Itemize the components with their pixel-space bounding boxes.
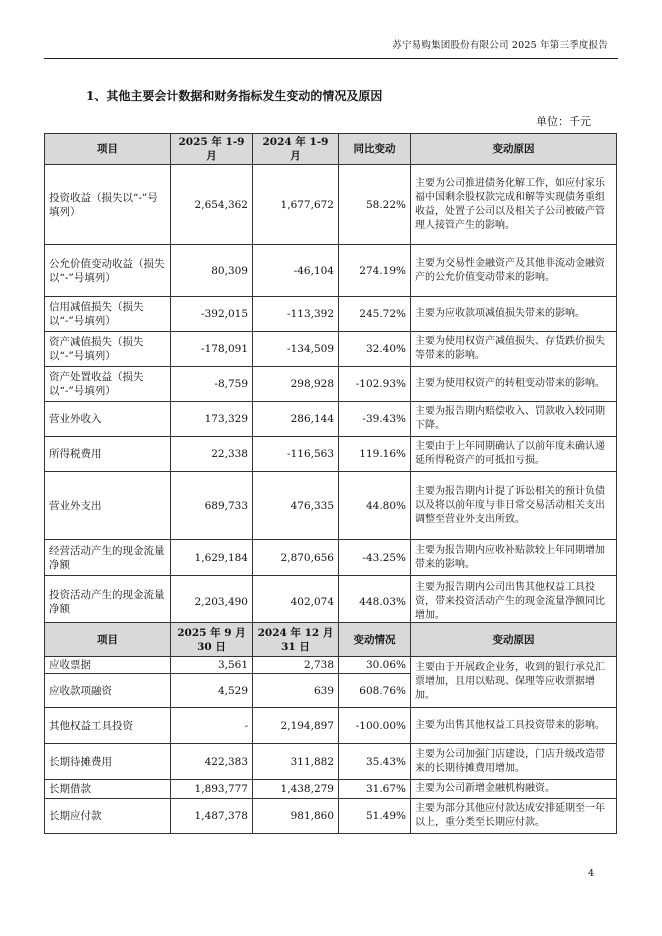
row-previous: 476,335	[253, 472, 339, 540]
row-previous: 2,194,897	[253, 708, 339, 744]
table-row	[45, 540, 617, 576]
table-row	[45, 708, 617, 744]
row-current: 80,309	[171, 245, 253, 297]
row-reason: 主要为报告期内赔偿收入、罚款收入较同期下降。	[411, 402, 617, 437]
row-change: 31.67%	[339, 780, 411, 799]
row-current: -8,759	[171, 367, 253, 402]
row-item: 资产减值损失（损失以“-”号填列）	[45, 332, 171, 367]
row-previous: 298,928	[253, 367, 339, 402]
header-current: 2025 年 9 月 30 日	[171, 623, 253, 657]
row-item: 应收款项融资	[45, 674, 171, 708]
row-previous: 402,074	[253, 576, 339, 628]
table-row	[45, 367, 617, 402]
row-reason: 主要为使用权资产减值损失、存货跌价损失等带来的影响。	[411, 332, 617, 367]
table-row	[45, 402, 617, 437]
row-previous: -134,509	[253, 332, 339, 367]
row-current: -	[171, 708, 253, 744]
row-reason: 主要由于上年同期确认了以前年度未确认递延所得税资产的可抵扣亏损。	[411, 437, 617, 472]
row-change: 58.22%	[339, 165, 411, 245]
table-row	[45, 437, 617, 472]
header-item: 项目	[45, 134, 171, 165]
row-change: 35.43%	[339, 744, 411, 780]
row-current: 1,487,378	[171, 799, 253, 834]
row-current: -392,015	[171, 297, 253, 332]
row-previous: 2,870,656	[253, 540, 339, 576]
row-reason: 主要为报告期内公司出售其他权益工具投资，带来投资活动产生的现金流量净额同比增加。	[411, 576, 617, 628]
table-row	[45, 576, 617, 628]
row-item: 所得税费用	[45, 437, 171, 472]
row-change: 608.76%	[339, 674, 411, 708]
row-current: 173,329	[171, 402, 253, 437]
row-reason: 主要为公司推进债务化解工作，如应付家乐福中国剩余股权款完成和解等实现债务重组收益，处置子公司以及相关子公司被破产管理人接管产生的影响。	[411, 165, 617, 245]
row-reason: 主要由于开展政企业务，收到的银行承兑汇票增加，且用以贴现、保理等应收票据增加。	[411, 657, 617, 708]
row-previous: -46,104	[253, 245, 339, 297]
row-current: 4,529	[171, 674, 253, 708]
yoy-change-table	[44, 133, 617, 628]
row-current: 422,383	[171, 744, 253, 780]
row-previous: 2,738	[253, 657, 339, 674]
row-reason: 主要为交易性金融资产及其他非流动金融资产的公允价值变动带来的影响。	[411, 245, 617, 297]
row-item: 营业外收入	[45, 402, 171, 437]
row-item: 应收票据	[45, 657, 171, 674]
row-change: -39.43%	[339, 402, 411, 437]
table-header-row	[45, 623, 617, 657]
row-item: 资产处置收益（损失以“-”号填列）	[45, 367, 171, 402]
row-current: 689,733	[171, 472, 253, 540]
row-previous: 639	[253, 674, 339, 708]
header-previous: 2024 年 1-9 月	[253, 134, 339, 165]
row-reason: 主要为公司新增金融机构融资。	[411, 780, 617, 799]
row-change: -43.25%	[339, 540, 411, 576]
row-change: 30.06%	[339, 657, 411, 674]
page-number: 4	[587, 868, 594, 879]
row-previous: 311,882	[253, 744, 339, 780]
row-item: 信用减值损失（损失以“-”号填列）	[45, 297, 171, 332]
row-previous: 981,860	[253, 799, 339, 834]
row-reason: 主要为报告期内应收补贴款较上年同期增加带来的影响。	[411, 540, 617, 576]
row-reason: 主要为公司加强门店建设，门店升级改造带来的长期待摊费用增加。	[411, 744, 617, 780]
row-reason: 主要为使用权资产的转租变动带来的影响。	[411, 367, 617, 402]
row-reason: 主要为报告期内计提了诉讼相关的预计负债以及将以前年度与非日常交易活动相关支出调整至营业外支出所致。	[411, 472, 617, 540]
header-change: 变动情况	[339, 623, 411, 657]
row-item: 营业外支出	[45, 472, 171, 540]
row-previous: 286,144	[253, 402, 339, 437]
row-current: 22,338	[171, 437, 253, 472]
row-item: 长期应付款	[45, 799, 171, 834]
row-previous: -113,392	[253, 297, 339, 332]
row-item: 投资收益（损失以“-”号填列）	[45, 165, 171, 245]
header-reason: 变动原因	[411, 623, 617, 657]
table-row	[45, 245, 617, 297]
row-change: 32.40%	[339, 332, 411, 367]
table-row	[45, 780, 617, 799]
row-reason: 主要为出售其他权益工具投资带来的影响。	[411, 708, 617, 744]
header-item: 项目	[45, 623, 171, 657]
table-row	[45, 332, 617, 367]
row-change: 274.19%	[339, 245, 411, 297]
row-change: -100.00%	[339, 708, 411, 744]
row-item: 长期借款	[45, 780, 171, 799]
table-row	[45, 744, 617, 780]
row-current: 1,629,184	[171, 540, 253, 576]
unit-label: 单位：千元	[536, 115, 591, 128]
row-current: -178,091	[171, 332, 253, 367]
table-row	[45, 165, 617, 245]
running-header: 苏宁易购集团股份有限公司 2025 年第三季度报告	[392, 40, 608, 51]
table-row	[45, 297, 617, 332]
row-change: -102.93%	[339, 367, 411, 402]
row-previous: 1,438,279	[253, 780, 339, 799]
header-current: 2025 年 1-9 月	[171, 134, 253, 165]
row-item: 经营活动产生的现金流量净额	[45, 540, 171, 576]
row-previous: -116,563	[253, 437, 339, 472]
table-header-row	[45, 134, 617, 165]
row-change: 245.72%	[339, 297, 411, 332]
balance-change-table	[44, 622, 617, 834]
section-title: 1、其他主要会计数据和财务指标发生变动的情况及原因	[86, 89, 383, 103]
row-reason: 主要为部分其他应付款达成安排延期至一年以上，重分类至长期应付款。	[411, 799, 617, 834]
row-current: 1,893,777	[171, 780, 253, 799]
header-previous: 2024 年 12 月 31 日	[253, 623, 339, 657]
row-current: 3,561	[171, 657, 253, 674]
row-item: 其他权益工具投资	[45, 708, 171, 744]
row-previous: 1,677,672	[253, 165, 339, 245]
row-change: 44.80%	[339, 472, 411, 540]
header-reason: 变动原因	[411, 134, 617, 165]
table-row	[45, 799, 617, 834]
row-current: 2,203,490	[171, 576, 253, 628]
header-rule	[44, 58, 618, 59]
row-item: 长期待摊费用	[45, 744, 171, 780]
row-change: 448.03%	[339, 576, 411, 628]
table-row	[45, 657, 617, 674]
row-item: 投资活动产生的现金流量净额	[45, 576, 171, 628]
row-current: 2,654,362	[171, 165, 253, 245]
table-row	[45, 472, 617, 540]
row-change: 119.16%	[339, 437, 411, 472]
header-change: 同比变动	[339, 134, 411, 165]
row-reason: 主要为应收款项减值损失带来的影响。	[411, 297, 617, 332]
row-change: 51.49%	[339, 799, 411, 834]
row-item: 公允价值变动收益（损失以“-”号填列）	[45, 245, 171, 297]
